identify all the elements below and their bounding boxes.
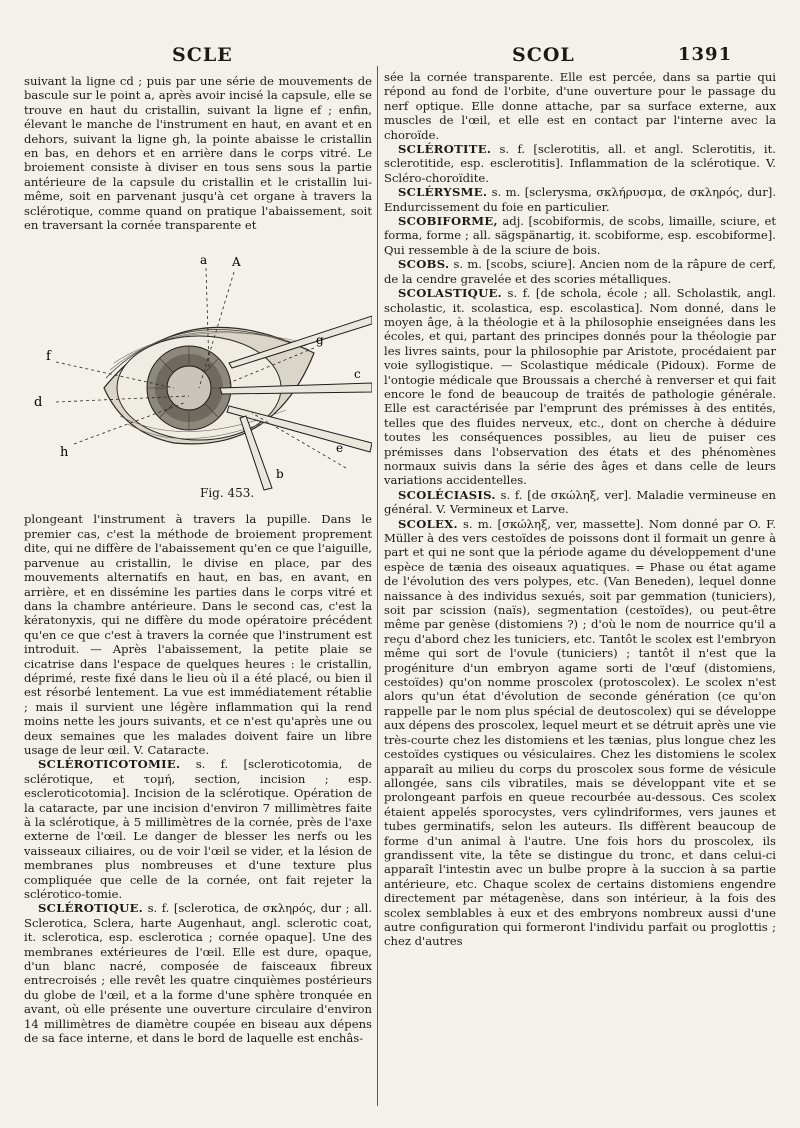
paragraph: sée la cornée transparente. Elle est percée, dans sa partie qui répond au fond de l'orbite, d'une ouverture pour le passage du nerf optique. Elle donne attache, par sa surface externe, aux muscles de l'œil, et elle est en contact par l'interne avec la choroïde. bbox=[384, 70, 776, 142]
running-head-center: SCOL bbox=[512, 44, 575, 66]
entry-sclerotique bbox=[24, 901, 372, 1045]
figure-label-f: f bbox=[46, 349, 51, 365]
page-number: 1391 bbox=[678, 44, 733, 65]
right-column bbox=[384, 70, 776, 949]
entry-text: adj. [scobiformis, de scobs, limaille, sciure, et forma, forme ; all. sägspänartig, it. scobiforme, esp. escobiforme]. Qui ressemble à de la sciure de bois. bbox=[384, 214, 776, 257]
entry-scobs bbox=[384, 257, 776, 286]
entry-scolastique bbox=[384, 286, 776, 488]
entry-scleroticotomie bbox=[24, 757, 372, 901]
eye-surgery-illustration bbox=[24, 238, 372, 506]
entry-text: s. m. [σκώληξ, ver, massette]. Nom donné par O. F. Müller à des vers cestoïdes de poissons dont il formait un genre à part et qui ne sont que la période agame du développement d'une espèce de tænia des oiseaux aquatiques. = Phase ou état agame de l'évolution des vers polypes, etc. (Van Beneden), lequel donne naissance à des individus sexués, soit par gemmation (tuniciers), soit par scission (naïs), segmentation (cestoïdes), ou peut-être même par genèse (distomiens ?) ; d'où le nom de nourrice qu'il a reçu d'abord chez les tuniciers, etc. Tantôt le scolex est l'embryon même qui sort de l'ovule (tuniciers) ; tantôt il n'est que la progéniture d'un embryon agame sorti de l'œuf (distomiens, cestoïdes) qu'on nomme proscolex (protoscolex). Le scolex n'est alors qu'un état d'évolution de seconde génération (ce qu'on rappelle par le nom plus spécial de deutoscolex) qui se développe aux dépens des proscolex, lequel meurt et se détruit après une vie très-courte chez les distomiens et les tænias, plus longue chez les cestoïdes cystiques ou vésiculaires. Chez les distomiens le scolex apparaît au milieu du corps du proscolex sous forme de vésicule allongée, sans cils vibratiles, mais se développant vite et se prolongeant parfois en queue recourbée au-dessous. Ces scolex étaient appelés sporocystes, vers cylindriformes, vers jaunes et tubes germinatifs, selon les auteurs. Ils diffèrent beaucoup de forme d'un animal à l'autre. Une fois hors du proscolex, ils grandissent vite, la tête se distingue du tronc, et dans celui-ci apparaît l'intestin avec un bulbe propre à la succion à sa partie antérieure, etc. Chaque scolex de certains distomiens engendre directement par métagenèse, dans son intérieur, à la fois des scolex semblables à eux et des embryons nombreux aussi d'une autre configuration qui formeront l'individu parfait ou proglottis ; chez d'autres bbox=[384, 516, 777, 949]
figure-label-b: b bbox=[276, 467, 284, 482]
entry-term: SCOLÉCIASIS. bbox=[398, 487, 496, 502]
column-divider bbox=[377, 66, 378, 1106]
entry-scolex bbox=[384, 517, 776, 949]
entry-term: SCLÉRYSME. bbox=[398, 185, 488, 200]
paragraph: plongeant l'instrument à travers la pupille. Dans le premier cas, c'est la méthode de broiement proprement dite, qui ne diffère de l'abaissement qu'en ce que l'aiguille, parvenue au cristallin, le divise en place, par des mouvements alternatifs en haut, en bas, en avant, en arrière, et en dissémine les parties dans le corps vitré et dans la chambre antérieure. Dans le second cas, c'est la kératonyxis, qui ne diffère du mode opératoire précédent qu'en ce que c'est à travers la cornée que l'instrument est introduit. — Après l'abaissement, la petite plaie se cicatrise dans l'espace de quelques heures : le cristallin, déprimé, reste fixé dans le lieu où il a été placé, ou bien il est résorbé lentement. La vue est immédiatement rétablie ; mais il survient une légère inflammation qui la rend moins nette les jours suivants, et ce n'est qu'après une ou deux semaines que les malades doivent faire un libre usage de leur œil. V. Cataracte. bbox=[24, 512, 372, 757]
entry-term: SCLÉROTIQUE. bbox=[38, 901, 144, 916]
entry-scoleciasis bbox=[384, 488, 776, 517]
entry-term: SCOBS. bbox=[398, 257, 450, 272]
figure-label-c: c bbox=[354, 367, 361, 382]
entry-term: SCOBIFORME, bbox=[398, 214, 498, 229]
figure-label-h: h bbox=[60, 445, 69, 461]
entry-scobiforme bbox=[384, 214, 776, 257]
figure-caption: Fig. 453. bbox=[200, 486, 255, 501]
figure-label-A: A bbox=[232, 255, 241, 270]
running-head-left: SCLE bbox=[172, 44, 233, 66]
entry-text: s. f. [de schola, école ; all. Scholastik, angl. scholastic, it. scolastica, esp. escolastica]. Nom donné, dans le moyen âge, à la théologie et à la philosophie enseignées dans les écoles, et qui, partant des principes donnés pour la théologie par les livres saints, pour la philosophie par Aristote, procédaient par voie syllogistique. — Scolastique médicale (Pidoux). Forme de l'ontogie médicale que Broussais a cherché à renverser et qui fait encore le fond de beaucoup de traités de pathologie générale. Elle est caractérisée par l'emprunt des prémisses à des entités, telles que des fluides nerveux, etc., dont on cherche à déduire toutes les conséquences possibles, au lieu de puiser ces prémisses dans l'observation des états et des phénomènes normaux suivis dans la série des âges et dans celle de leurs variations accidentelles. bbox=[384, 286, 776, 488]
figure-label-d: d bbox=[34, 395, 43, 411]
entry-text: s. m. [scobs, sciure]. Ancien nom de la râpure de cerf, de la cendre gravelée et des scories métalliques. bbox=[384, 257, 776, 286]
left-column bbox=[24, 74, 372, 1046]
entry-sclerotite bbox=[384, 142, 776, 185]
entry-text: s. f. [sclerotitis, all. et angl. Sclerotitis, it. sclerotitide, esp. esclerotitis]. Inflammation de la sclérotique. V. Scléro-choroïdite. bbox=[384, 142, 776, 185]
paragraph: suivant la ligne cd ; puis par une série de mouvements de bascule sur le point a, après avoir incisé la capsule, elle se trouve en haut du cristallin, suivant la ligne ef ; enfin, élevant le manche de l'instrument en haut, en avant et en dehors, suivant la ligne gh, la pointe abaisse le cristallin en bas, en dehors et en arrière dans le corps vitré. Le broiement consiste à diviser en tous sens sous la partie antérieure de la capsule du cristallin et le cristallin lui-même, soit en parvenant jusqu'à cet organe à travers la sclérotique, comme quand on pratique l'abaissement, soit en traversant la cornée transparente et bbox=[24, 74, 372, 233]
entry-term: SCLÉROTICOTOMIE. bbox=[38, 757, 181, 772]
figure-label-g: g bbox=[316, 333, 324, 348]
entry-text: s. f. [sclerotica, de σκληρός, dur ; all. Sclerotica, Sclera, harte Augenhaut, angl. sclerotic coat, it. sclerotica, esp. esclerotica ; cornée opaque]. Une des membranes extérieures de l'œil. Elle est dure, opaque, d'un blanc nacré, composée de faisceaux fibreux entrecroisés ; elle revêt les quatre cinquièmes postérieurs du globe de l'œil, et a la forme d'une sphère tronquée en avant, où elle présente une ouverture circulaire d'environ 14 millimètres de diamètre coupée en biseau aux dépens de sa face interne, et dans le bord de laquelle est enchâs- bbox=[24, 901, 373, 1046]
entry-term: SCOLEX. bbox=[398, 516, 458, 531]
entry-sclerysme bbox=[384, 185, 776, 214]
entry-text: s. f. [de σκώληξ, ver]. Maladie vermineuse en général. V. Vermineux et Larve. bbox=[384, 487, 776, 517]
entry-term: SCLÉROTITE. bbox=[398, 142, 492, 157]
entry-term: SCOLASTIQUE. bbox=[398, 286, 502, 301]
figure-label-a: a bbox=[200, 253, 208, 268]
entry-text: s. f. [scleroticotomia, de sclérotique, et τομή, section, incision ; esp. escleroticotomia]. Incision de la sclérotique. Opération de la cataracte, par une incision d'environ 7 millimètres faite à la sclérotique, à 5 millimètres de la cornée, près de l'axe externe de l'œil. Le danger de blesser les nerfs ou les vaisseaux ciliaires, ou de voir l'œil se vider, et la lésion de membranes plus nombreuses et d'une texture plus compliquée que celle de la cornée, ont fait rejeter la sclérotico-tomie. bbox=[24, 757, 373, 902]
figure-label-e: e bbox=[336, 441, 344, 456]
figure-453 bbox=[24, 238, 372, 506]
entry-text: s. m. [sclerysma, σκλήρυσμα, de σκληρός, dur]. Endurcissement du foie en particulier. bbox=[384, 185, 777, 214]
